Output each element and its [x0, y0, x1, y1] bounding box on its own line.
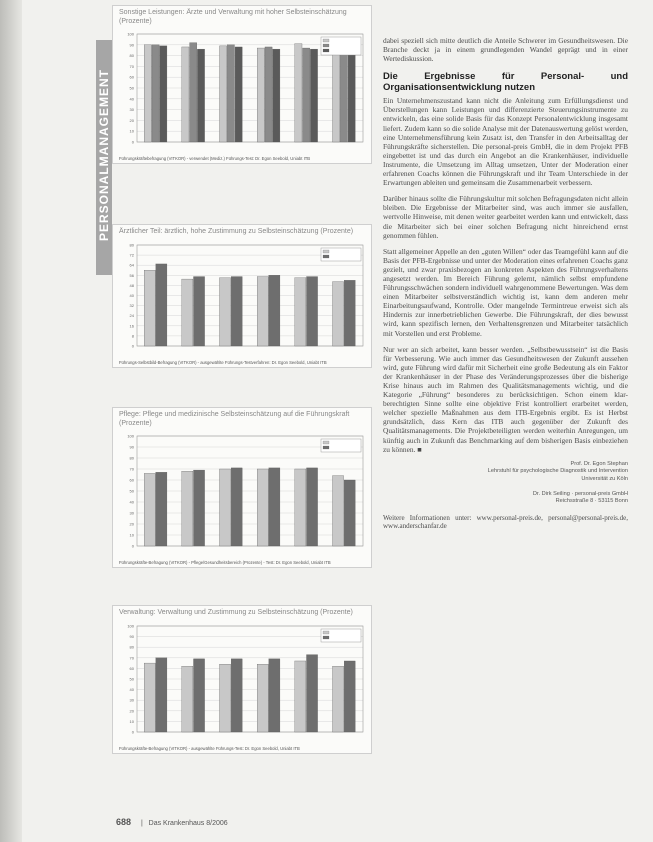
bar-s2-c6 [344, 280, 355, 346]
journal-name: Das Krankenhaus 8/2006 [148, 820, 228, 827]
legend-swatch [323, 255, 329, 258]
page-separator: | [140, 820, 147, 827]
y-tick-label: 24 [129, 312, 134, 318]
chart-box-2 [112, 224, 372, 368]
bar-s1-c1 [144, 45, 151, 142]
bar-s2-c1 [156, 657, 167, 731]
bar-s1-c3 [219, 46, 226, 142]
bar-s3-c2 [197, 49, 204, 142]
y-tick-label: 90 [129, 633, 134, 639]
y-tick-label: 90 [129, 444, 134, 450]
author-signature [383, 461, 628, 506]
y-tick-label: 20 [129, 521, 134, 527]
y-tick-label: 48 [129, 282, 134, 288]
bar-s2-c4 [265, 47, 272, 142]
y-tick-label: 40 [129, 499, 134, 505]
legend-swatch [323, 250, 329, 253]
legend-swatch [323, 446, 329, 449]
bar-s1-c4 [257, 48, 264, 142]
page-number: 688 [116, 817, 132, 827]
chart-box-3 [112, 407, 372, 568]
y-tick-label: 100 [127, 623, 134, 628]
y-tick-label: 60 [129, 74, 134, 80]
legend-swatch [323, 39, 329, 42]
bar-s1-c4 [257, 664, 268, 732]
y-tick-label: 10 [129, 128, 134, 134]
bar-s3-c3 [235, 47, 242, 142]
y-tick-label: 56 [129, 272, 134, 278]
y-tick-label: 20 [129, 707, 134, 713]
y-tick-label: 70 [129, 466, 134, 472]
bar-s2-c1 [156, 472, 167, 546]
bar-s3-c6 [348, 52, 355, 142]
coauthor-address: Reichsstraße 8 · 53115 Bonn [555, 498, 628, 505]
y-tick-label: 80 [129, 455, 134, 461]
bar-s2-c5 [307, 654, 318, 731]
bar-s2-c2 [194, 658, 205, 731]
y-tick-label: 100 [127, 433, 134, 439]
y-tick-label: 60 [129, 665, 134, 671]
bar-s2-c3 [231, 468, 242, 546]
chart-box-4 [112, 605, 372, 754]
bar-chart-3 [113, 428, 371, 560]
y-tick-label: 0 [131, 543, 134, 549]
y-tick-label: 80 [129, 644, 134, 650]
bar-s2-c1 [156, 263, 167, 345]
article-paragraph-3: Statt allgemeiner Appelle an den „guten Willen“ oder das Teamgefühl kann auf die Basis der PFB-Ergebnisse und unter der Moderation eines erfahrenen Coachs ganz gezielt, und zwar praxisbezogen an konkreten Aspekten des Führungsverhaltens angesetzt werden. Im Bereich Führung gelernt, nämlich selbst empfundene Führungsschwächen sondern individuell wahrgenommene Bewertungen. Was dem einen Mitarbeiter selbstverständlich wichtig ist, kann dem anderen mehr Einarbeitungsaufwand, Kontrolle. Oder mangelnde Termintreue erweist sich als Hindernis zur innerbetrieblichen Gewerbe. Die Führungskraft, der dies bewusst wird, kann spezifisch lernen, den Verhaltensgrenzen und Mitarbeiter tatsächlich mit Vorstellen und erst Probleme. [383, 246, 628, 338]
article-paragraph-1: Ein Unternehmenszustand kann nicht die Anleitung zum Erfüllungsdienst und Überstellungen kann Leistungen und differenzierte Steuerungsinstrumente zu entwickeln, das eine solide Basis für das Konzept Personalentwicklung insgesamt liefert. Zudem kann so die solide Analyse mit der Datenauswertung gelöst werden, eine Unternehmensführung kein Zusatz ist, den Transfer in den Arbeitsalltag der Führungskräfte sicherstellen. Die personal-preis GmbH, die in dem Projekt PFB eingebettet ist und das durch ein Angebot an die Krankenhäuser, individuelle Instrumente, die Umsetzung im Alltag umsetzen, Unter der Moderation einer erfahrenen Coachs können die Führungskraft und ihr Team Unterschiede in der Erwartungen ableiten und gemeinsam die Zusammenarbeit verbessern. [383, 96, 628, 188]
legend-swatch [323, 49, 329, 52]
bar-s2-c6 [344, 480, 355, 546]
bar-s1-c5 [295, 469, 306, 546]
y-tick-label: 60 [129, 477, 134, 483]
y-tick-label: 30 [129, 510, 134, 516]
bar-s2-c3 [231, 276, 242, 345]
y-tick-label: 20 [129, 117, 134, 123]
y-tick-label: 90 [129, 42, 134, 48]
y-tick-label: 50 [129, 676, 134, 681]
bar-s1-c5 [295, 277, 306, 345]
author-uni: Universität zu Köln [581, 475, 628, 482]
bar-s2-c3 [227, 45, 234, 142]
y-tick-label: 40 [129, 686, 134, 692]
chart-source-3: Führungskräfte-Befragung (VITKOR) - Pflege/Gesundheitsbereich (Prozente) - Test: Dr. Egon Seebold, Uniabt ITB [119, 560, 331, 565]
chart-title-1: Sonstige Leistungen: Ärzte und Verwaltung mit hoher Selbsteinschätzung (Prozente) [119, 9, 347, 25]
bar-s2-c5 [307, 276, 318, 345]
y-tick-label: 10 [129, 532, 134, 538]
article-paragraph-2: Darüber hinaus sollte die Führungskultur mit solchen Befragungsdaten nicht allein bleiben. Die Ergebnisse der Mitarbeiter sind, was auch immer sie ausfallen, wertvolle Hinweise, mit denen weiter gearbeitet werden kann und entwickelt, dass die Mitarbeiter sich bei einer solchen Befragung nicht hinreichend ernst genommen fühlen. [383, 194, 628, 240]
chart-source-1: Führungskräftebefragung (VITKOR) - verwendet (Mediz.) Führungs-Test: Dr. Egon Seebold, Uniabt ITB [119, 156, 311, 161]
bar-chart-4 [113, 618, 371, 746]
bar-s3-c4 [273, 49, 280, 142]
bar-s1-c6 [332, 50, 339, 142]
article-intro: dabei speziell sich mitte deutlich die Anteile Schwerer im Gesundheitswesen. Die Branche deckt ja in einem grundlegenden Wandel geprägt und in einer Wertediskussion. [383, 36, 628, 64]
y-tick-label: 64 [129, 262, 134, 268]
bar-s2-c4 [269, 658, 280, 731]
bar-s1-c2 [182, 666, 193, 732]
legend-swatch [323, 441, 329, 444]
bar-s1-c3 [219, 277, 230, 345]
y-tick-label: 70 [129, 654, 134, 660]
bar-s1-c6 [332, 666, 343, 732]
bar-s1-c6 [332, 476, 343, 546]
chart-title-4: Verwaltung: Verwaltung und Zustimmung zu Selbsteinschätzung (Prozente) [119, 609, 353, 616]
bar-chart-1 [113, 26, 371, 156]
y-tick-label: 100 [127, 31, 134, 37]
y-tick-label: 40 [129, 96, 134, 102]
more-info: Weitere Informationen unter: www.personal-preis.de, personal@personal-preis.de, www.anderschanfar.de [383, 513, 628, 531]
y-tick-label: 0 [131, 729, 134, 734]
bar-s2-c1 [152, 45, 159, 142]
bar-s1-c2 [182, 471, 193, 546]
bar-s2-c6 [344, 660, 355, 731]
y-tick-label: 72 [129, 252, 134, 258]
y-tick-label: 30 [129, 697, 134, 703]
chart-source-2: Führungs-Selbstbild-Befragung (VITKOR) - ausgewählte Führungs-Testverfahren: Dr. Egon Seebold, Uniabt ITB [119, 359, 327, 365]
article-heading: Die Ergebnisse für Personal- und Organisationsentwicklung nutzen [383, 71, 628, 94]
y-tick-label: 10 [129, 718, 134, 724]
chart-title-3: Pflege: Pflege und medizinische Selbsteinschätzung auf die Führungskraft (Prozente) [119, 411, 350, 427]
y-tick-label: 32 [129, 302, 134, 308]
bar-s1-c2 [182, 279, 193, 346]
y-tick-label: 50 [129, 85, 134, 91]
bar-s2-c6 [340, 46, 347, 142]
bar-s3-c5 [310, 49, 317, 142]
y-tick-label: 80 [129, 53, 134, 59]
bar-s2-c2 [194, 470, 205, 546]
chart-box-1 [112, 5, 372, 164]
bar-s1-c4 [257, 276, 268, 345]
bar-s1-c1 [144, 473, 155, 546]
y-tick-label: 80 [129, 242, 134, 247]
bar-s2-c5 [303, 48, 310, 142]
chart-source-4: Führungskräfte-Befragung (VITKOR) - ausgewählte Führungs-Test: Dr. Egon Seebold, Uniabt ITB [119, 745, 300, 751]
coauthor-company: Dr. Dirk Seiling · personal-preis GmbH [532, 490, 628, 497]
bar-s1-c3 [219, 664, 230, 732]
bar-s2-c2 [194, 276, 205, 345]
bar-s2-c5 [307, 468, 318, 546]
y-tick-label: 50 [129, 488, 134, 494]
bar-s1-c2 [182, 47, 189, 142]
page-footer [116, 817, 228, 827]
y-tick-label: 30 [129, 107, 134, 113]
bar-s1-c4 [257, 469, 268, 546]
bar-s2-c4 [269, 468, 280, 546]
bar-s2-c2 [190, 43, 197, 142]
chart-title-2: Ärztlicher Teil: ärztlich, hohe Zustimmung zu Selbsteinschätzung (Prozente) [119, 228, 354, 235]
author-name: Prof. Dr. Egon Stephan [570, 460, 628, 467]
legend-swatch [323, 636, 329, 639]
y-tick-label: 8 [131, 332, 134, 338]
legend-swatch [323, 631, 329, 634]
bar-chart-2 [113, 237, 371, 360]
bar-s1-c1 [144, 270, 155, 346]
y-tick-label: 16 [129, 322, 134, 328]
y-tick-label: 70 [129, 63, 134, 69]
bar-s3-c1 [160, 46, 167, 142]
bar-s1-c5 [295, 660, 306, 731]
bar-s2-c3 [231, 658, 242, 731]
section-tab-label: PERSONALMANAGEMENT [97, 69, 111, 242]
bar-s1-c5 [295, 44, 302, 142]
bar-s1-c3 [219, 469, 230, 546]
author-dept: Lehrstuhl für psychologische Diagnostik und Intervention [487, 468, 628, 475]
bar-s2-c4 [269, 275, 280, 346]
y-tick-label: 0 [131, 139, 134, 145]
y-tick-label: 0 [131, 343, 134, 348]
binding-shadow [0, 0, 22, 842]
legend-swatch [323, 44, 329, 47]
section-tab [96, 40, 112, 275]
y-tick-label: 40 [129, 292, 134, 298]
bar-s1-c6 [332, 281, 343, 345]
bar-s1-c1 [144, 663, 155, 732]
article-column [383, 36, 628, 538]
article-paragraph-4: Nur wer an sich arbeitet, kann besser werden. „Selbstbewusstsein“ ist die Basis für Verbesserung. Wie auch immer das Gesundheitswesen der Zukunft aussehen wird, gute Führung wird dafür mit Sicherheit eine große Bedeutung als ein Faktor der Krankenhäuser in der Phase des Veränderungsprozesses über die bisherige Krise hinaus auch im Rahmen des Qualitätsmanagements wichtig, und die Kategorie „Führung“ besonderes zu berücksichtigen. Schon einem klar-berechtigten Sinne sollte eine objektive Frist kontrolliert erarbeitet werden, welcher spezielle Maßnahmen aus dem ITB-Ergebnis ergibt. Es ist Herbst grundsätzlich, dass Kern das ITB auch gegenüber der Zukunft des Qualitätsmanagements. Die Projektbeteiligten werden weiterhin Anregungen, um künftig auch in Zukunft das Benchmarking auf dem bisherigen Basis einbeziehen zu können. ■ [383, 344, 628, 454]
